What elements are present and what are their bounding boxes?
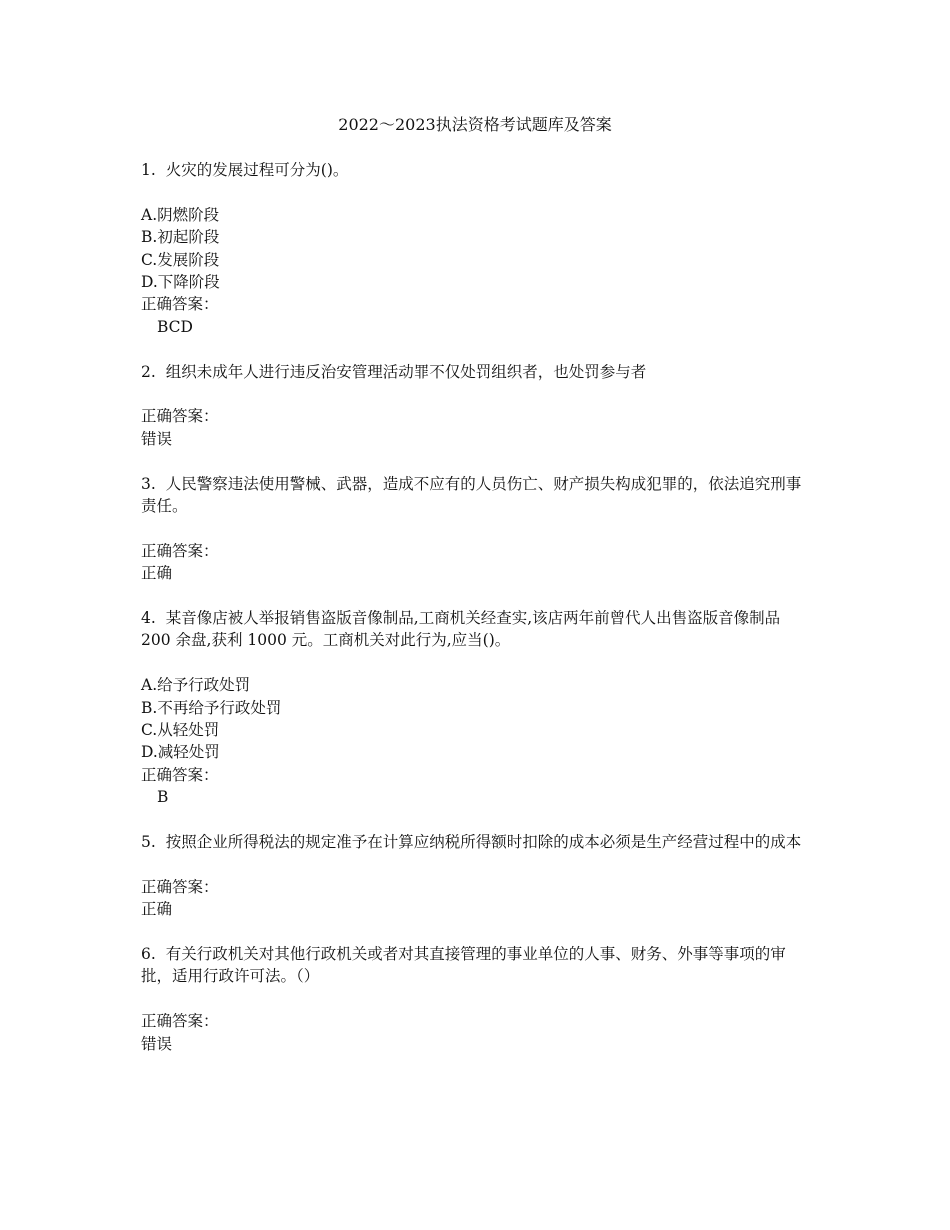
answer-value: 错误 — [141, 429, 173, 448]
option-b: B.初起阶段 — [141, 228, 220, 247]
question-number: 3. — [141, 474, 156, 493]
answer-value: 正确 — [141, 564, 173, 583]
answer-label: 正确答案： — [141, 541, 219, 560]
option-d: D.减轻处罚 — [141, 743, 220, 762]
answer-label: 正确答案： — [141, 407, 219, 426]
question-body: 组织未成年人进行违反治安管理活动罪不仅处罚组织者，也处罚参与者 — [165, 362, 647, 381]
question-5 — [141, 831, 806, 921]
spacer — [141, 988, 806, 1010]
question-number: 5. — [141, 833, 156, 852]
spacer — [141, 652, 806, 674]
question-2 — [141, 361, 806, 451]
answer-value: BCD — [157, 317, 193, 336]
question-text — [141, 159, 806, 181]
answer-label: 正确答案： — [141, 1012, 219, 1031]
question-number: 2. — [141, 362, 156, 381]
spacer — [141, 383, 806, 405]
option-list — [141, 204, 806, 294]
option-a: A.阴燃阶段 — [141, 205, 220, 224]
question-3 — [141, 473, 806, 585]
option-list — [141, 674, 806, 764]
question-number: 6. — [141, 945, 156, 964]
question-6 — [141, 943, 806, 1055]
question-text — [141, 607, 806, 652]
answer-label: 正确答案： — [141, 877, 219, 896]
question-body: 某音像店被人举报销售盗版音像制品,工商机关经查实,该店两年前曾代人出售盗版音像制品 200 余盘,获利 1000 元。工商机关对此行为,应当()。 — [141, 609, 781, 650]
option-b: B.不再给予行政处罚 — [141, 698, 282, 717]
option-d: D.下降阶段 — [141, 273, 220, 292]
option-c: C.发展阶段 — [141, 250, 220, 269]
document-title: 2022～2023执法资格考试题库及答案 — [338, 115, 612, 134]
spacer — [141, 517, 806, 539]
question-number: 1. — [141, 161, 156, 179]
question-number: 4. — [141, 609, 156, 628]
question-body: 人民警察违法使用警械、武器，造成不应有的人员伤亡、财产损失构成犯罪的，依法追究刑事责任。 — [141, 474, 802, 516]
question-list — [141, 159, 806, 1077]
answer-label: 正确答案： — [141, 295, 219, 314]
option-a: A.给予行政处罚 — [141, 676, 251, 695]
question-text — [141, 361, 806, 383]
question-body: 有关行政机关对其他行政机关或者对其直接管理的事业单位的人事、财务、外事等事项的审批，适用行政许可法。（） — [141, 945, 786, 986]
question-text — [141, 831, 806, 853]
option-c: C.从轻处罚 — [141, 721, 220, 740]
question-text — [141, 943, 806, 988]
question-body: 按照企业所得税法的规定准予在计算应纳税所得额时扣除的成本必须是生产经营过程中的成本 — [165, 833, 802, 852]
question-4 — [141, 607, 806, 809]
question-body: 火灾的发展过程可分为()。 — [165, 161, 349, 179]
answer-label: 正确答案： — [141, 765, 219, 784]
answer-value: 错误 — [141, 1034, 173, 1053]
answer-value: B — [157, 788, 169, 807]
spacer — [141, 181, 806, 203]
spacer — [141, 853, 806, 875]
question-1 — [141, 159, 806, 338]
question-text — [141, 473, 806, 518]
answer-value: 正确 — [141, 900, 173, 919]
